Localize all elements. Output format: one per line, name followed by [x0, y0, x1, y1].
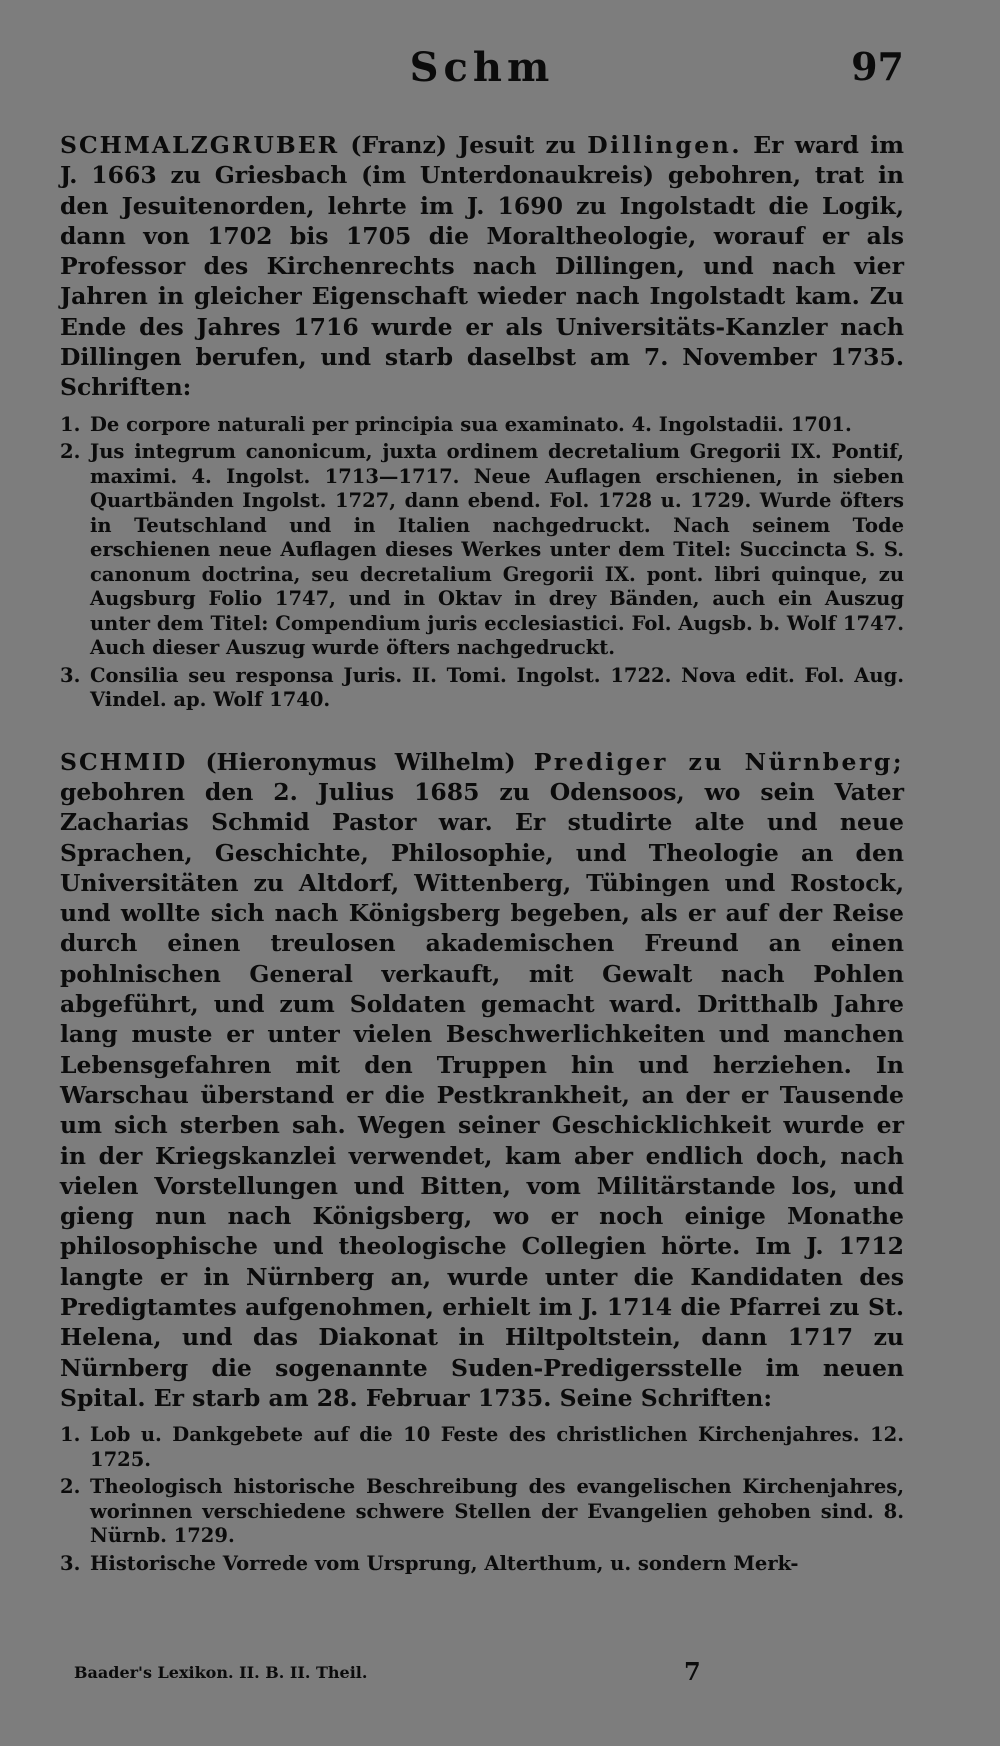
signature-line: Baader's Lexikon. II. B. II. Theil. [74, 1663, 368, 1682]
running-head [60, 40, 904, 96]
running-title: Schm [409, 44, 555, 91]
entry-body [60, 130, 904, 403]
works-list [60, 413, 904, 713]
work-item [60, 1423, 904, 1472]
work-item [60, 1552, 904, 1577]
work-text: Historische Vorrede vom Ursprung, Alterthum, u. sondern Merk- [90, 1551, 799, 1575]
entry-place: Dillingen. [587, 131, 743, 159]
work-item [60, 664, 904, 713]
entry-lemma: SCHMALZGRUBER [60, 131, 340, 159]
entry-schmalzgruber [60, 130, 904, 713]
work-text: Lob u. Dankgebete auf die 10 Feste des christlichen Kirchenjahres. 12. 1725. [90, 1423, 904, 1471]
work-text: Jus integrum canonicum, juxta ordinem decretalium Gregorii IX. Pontif, maximi. 4. Ingolst. 1713—1717. Neue Auflagen erschienen, in sieben Quartbänden Ingolst. 1727, dann ebend. Fol. 1728 u. 1729. Wurde öfters in Teutschland und in Italien nachgedruckt. Nach seinem Tode erschienen neue Auflagen dieses Werkes unter dem Titel: Succincta S. S. canonum doctrina, seu decretalium Gregorii IX. pont. libri quinque, zu Augsburg Folio 1747, und in Oktav in drey Bänden, auch ein Auszug unter dem Titel: Compendium juris ecclesiastici. Fol. Augsb. b. Wolf 1747. Auch dieser Auszug wurde öfters nachgedruckt. [90, 440, 904, 660]
work-number: 1. [60, 1423, 81, 1447]
work-number: 3. [60, 1551, 81, 1575]
work-number: 2. [60, 1475, 81, 1499]
work-item [60, 1475, 904, 1549]
work-number: 1. [60, 412, 81, 436]
work-item [60, 413, 904, 438]
work-item [60, 440, 904, 661]
work-number: 2. [60, 440, 81, 464]
entry-schmid [60, 747, 904, 1577]
entry-place: Prediger zu Nürnberg; [533, 747, 904, 776]
entry-lemma: SCHMID [60, 747, 188, 776]
work-text: Consilia seu responsa Juris. II. Tomi. Ingolst. 1722. Nova edit. Fol. Aug. Vindel. ap. Wolf 1740. [90, 663, 904, 712]
entry-text-intro: (Franz) Jesuit zu [350, 131, 588, 159]
page-footer [74, 1657, 904, 1687]
works-list [60, 1423, 904, 1576]
entry-text-intro: (Hieronymus Wilhelm) [205, 747, 534, 776]
entry-text: gebohren den 2. Julius 1685 zu Odensoos, wo sein Vater Zacharias Schmid Pastor war. Er studirte alte und neue Sprachen, Geschichte, Philosophie, und Theologie an den Universitäten zu Altdorf, Wittenberg, Tübingen und Rostock, und wollte sich nach Königsberg begeben, als er auf der Reise durch einen treulosen akademischen Freund an einen pohlnischen General verkauft, mit Gewalt nach Pohlen abgeführt, und zum Soldaten gemacht ward. Dritthalb Jahre lang muste er unter vielen Beschwerlichkeiten und manchen Lebensgefahren mit den Truppen hin und herziehen. In Warschau überstand er die Pestkrankheit, an der er Tausende um sich sterben sah. Wegen seiner Geschicklichkeit wurde er in der Kriegskanzlei verwendet, kam aber endlich doch, nach vielen Vorstellungen und Bitten, vom Militärstande los, und gieng nun nach Königsberg, wo er noch einige Monathe philosophische und theologische Collegien hörte. Im J. 1712 langte er in Nürnberg an, wurde unter die Kandidaten des Predigtamtes aufgenohmen, erhielt im J. 1714 die Pfarrei zu St. Helena, und das Diakonat in Hiltpoltstein, dann 1717 zu Nürnberg die sogenannte Suden-Predigersstelle im neuen Spital. Er starb am 28. Februar 1735. Seine Schriften: [60, 777, 904, 1412]
page-number: 97 [851, 44, 904, 89]
work-text: De corpore naturali per principia sua examinato. 4. Ingolstadii. 1701. [90, 412, 852, 436]
sheet-mark: 7 [684, 1657, 701, 1686]
work-number: 3. [60, 663, 81, 687]
entry-body [60, 747, 904, 1414]
entry-text: Er ward im J. 1663 zu Griesbach (im Unterdonaukreis) gebohren, trat in den Jesuitenorden, lehrte im J. 1690 zu Ingolstadt die Logik, dann von 1702 bis 1705 die Moraltheologie, worauf er als Professor des Kirchenrechts nach Dillingen, und nach vier Jahren in gleicher Eigenschaft wieder nach Ingolstadt kam. Zu Ende des Jahres 1716 wurde er als Universitäts-Kanzler nach Dillingen berufen, und starb daselbst am 7. November 1735. Schriften: [60, 131, 904, 402]
work-text: Theologisch historische Beschreibung des evangelischen Kirchenjahres, worinnen verschiedene schwere Stellen der Evangelien gehoben sind. 8. Nürnb. 1729. [90, 1475, 904, 1548]
